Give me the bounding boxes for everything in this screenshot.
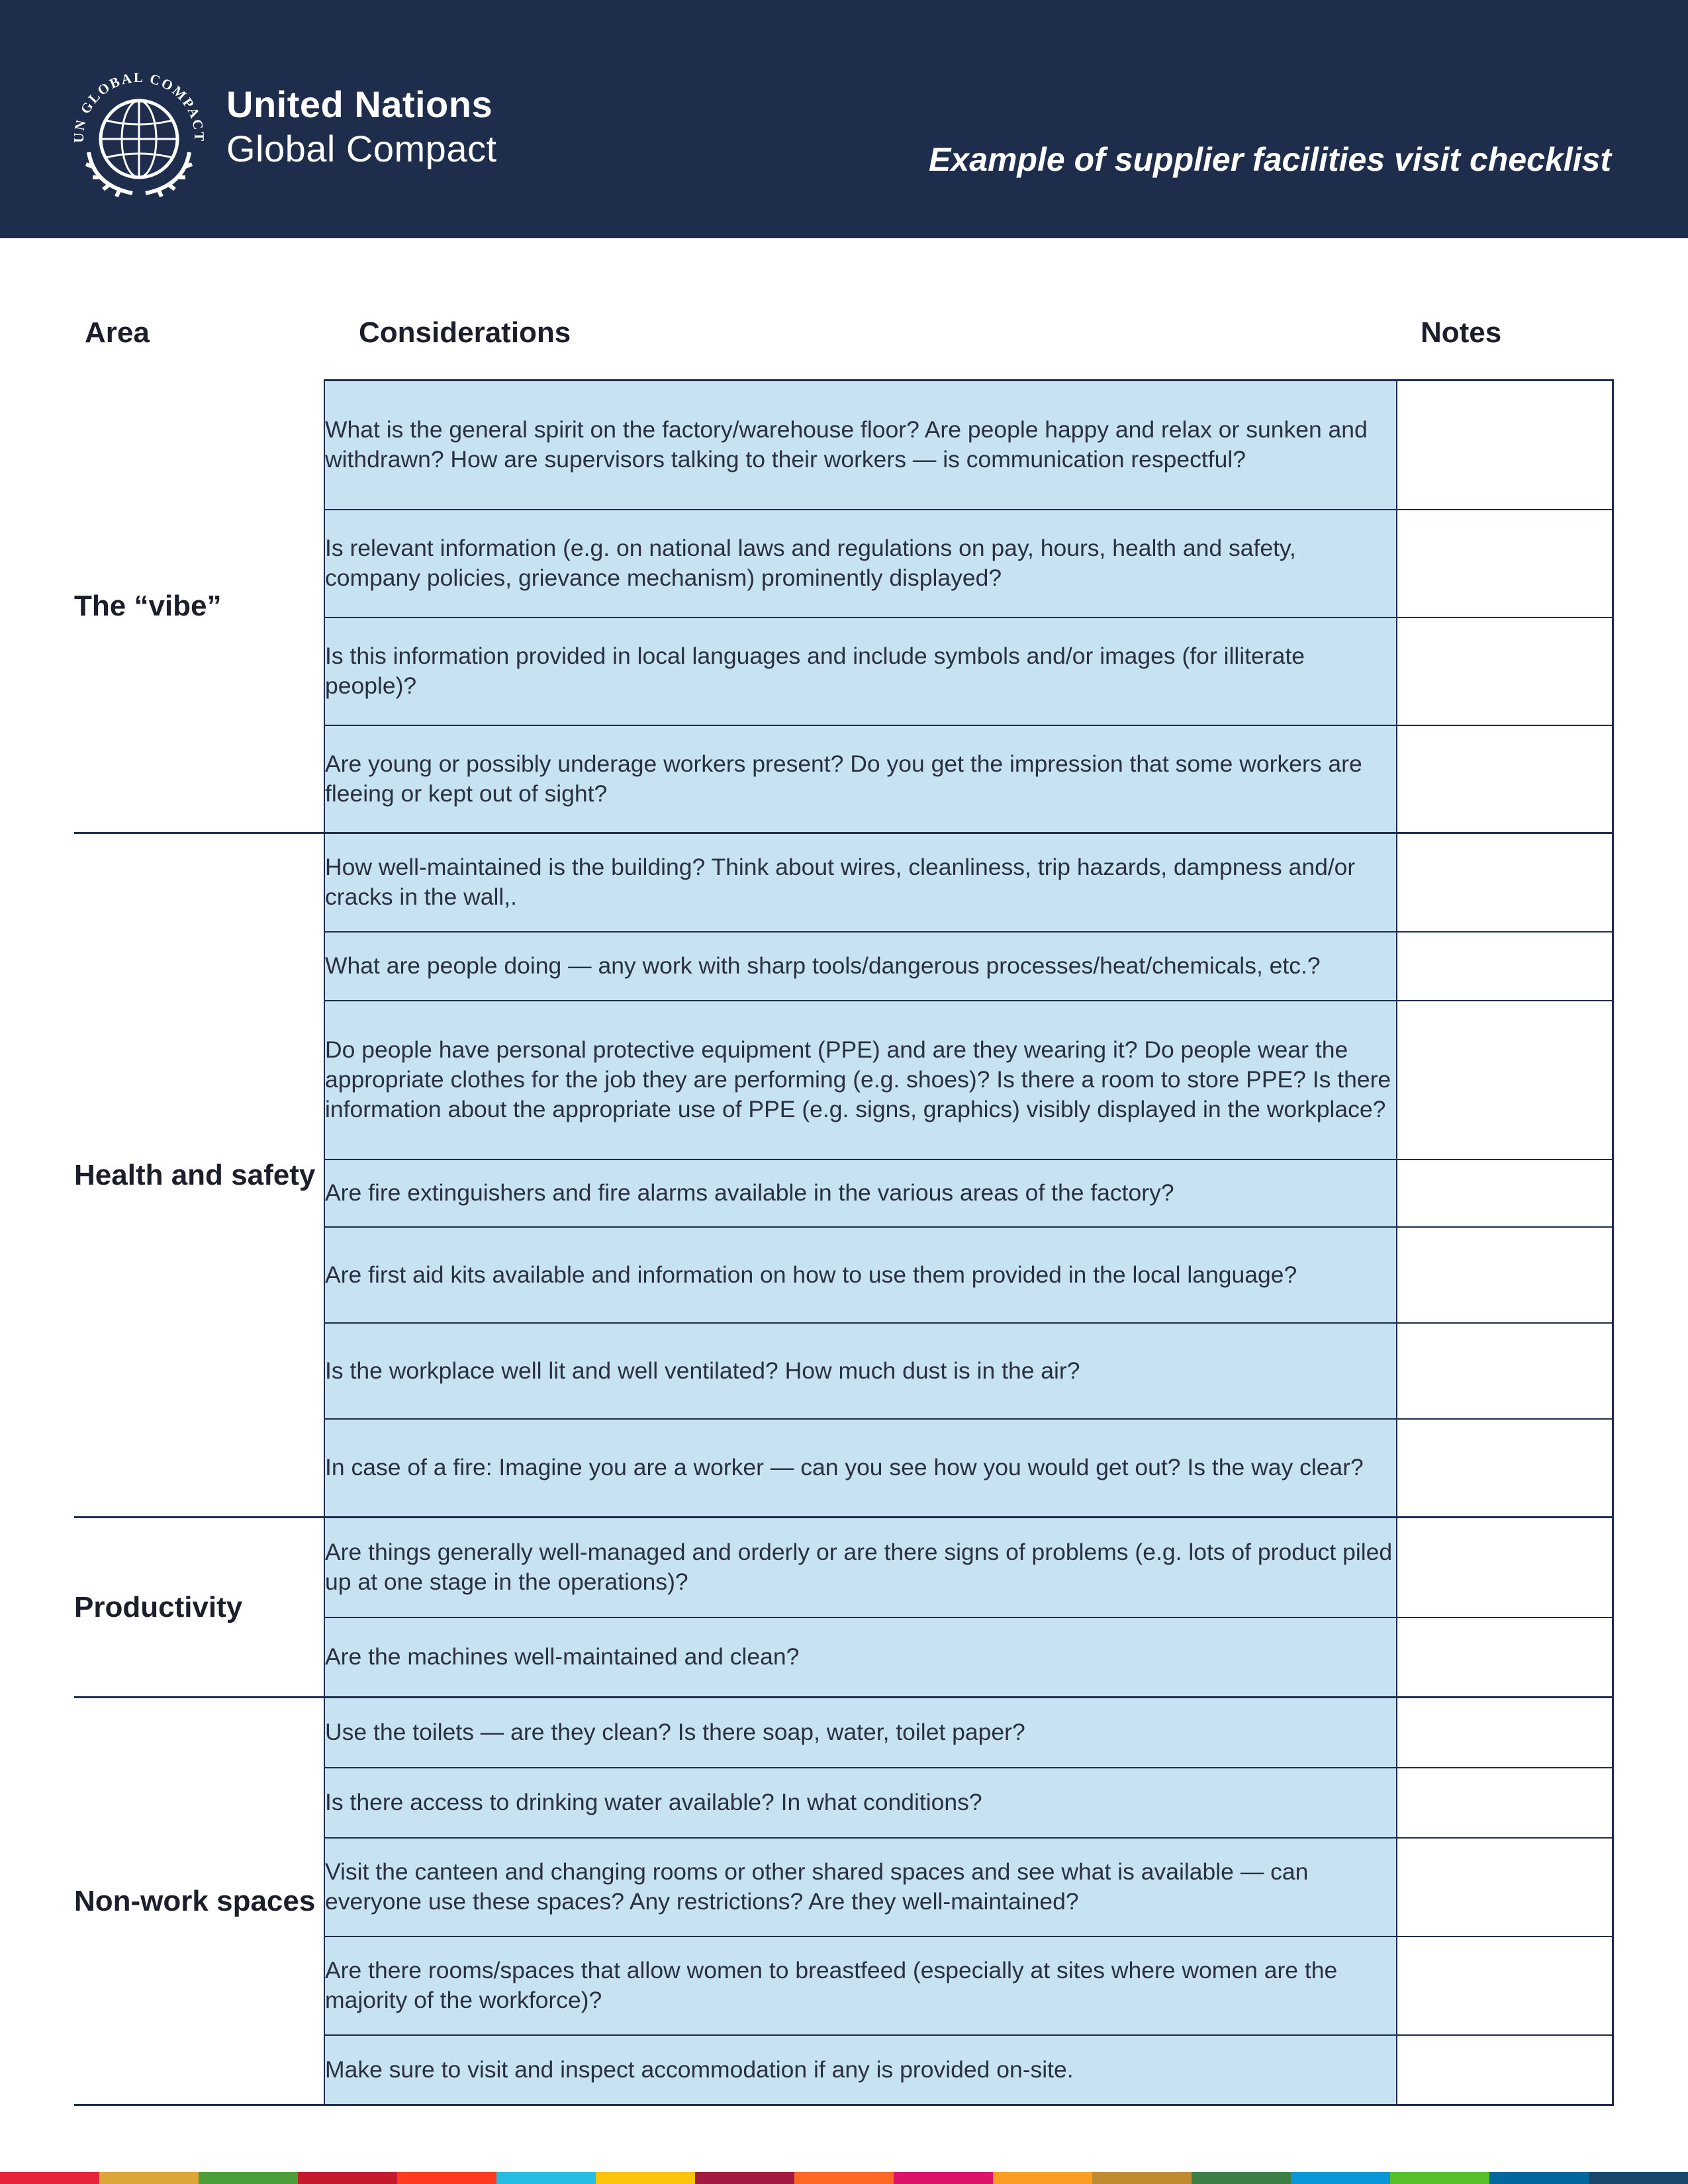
column-header-area: Area <box>85 316 150 349</box>
consideration-cell: Make sure to visit and inspect accommodation if any is provided on-site. <box>324 2035 1397 2105</box>
notes-cell[interactable] <box>1397 833 1613 932</box>
notes-cell[interactable] <box>1397 1838 1613 1936</box>
area-label: Productivity <box>74 1518 324 1698</box>
brand-name-line2: Global Compact <box>226 128 497 169</box>
consideration-cell: Is relevant information (e.g. on national laws and regulations on pay, hours, health and safety, company policies, grievance mechanism) prominently displayed? <box>324 510 1397 617</box>
stripe-segment <box>894 2172 993 2184</box>
notes-cell[interactable] <box>1397 2035 1613 2105</box>
notes-cell[interactable] <box>1397 1323 1613 1419</box>
consideration-cell: What are people doing — any work with sharp tools/dangerous processes/heat/chemicals, etc.? <box>324 932 1397 1001</box>
notes-cell[interactable] <box>1397 1617 1613 1698</box>
consideration-cell: Is there access to drinking water available? In what conditions? <box>324 1768 1397 1838</box>
area-label: Non-work spaces <box>74 1698 324 2105</box>
stripe-segment <box>496 2172 596 2184</box>
table-row <box>74 1698 1613 1768</box>
column-header-notes: Notes <box>1421 316 1502 349</box>
consideration-cell: Are the machines well-maintained and clean? <box>324 1617 1397 1698</box>
stripe-segment <box>199 2172 298 2184</box>
consideration-cell: Is the workplace well lit and well ventilated? How much dust is in the air? <box>324 1323 1397 1419</box>
consideration-cell: In case of a fire: Imagine you are a worker — can you see how you would get out? Is the way clear? <box>324 1419 1397 1518</box>
table-row <box>74 1518 1613 1617</box>
table-row <box>74 381 1613 510</box>
stripe-segment <box>794 2172 894 2184</box>
notes-cell[interactable] <box>1397 617 1613 725</box>
notes-cell[interactable] <box>1397 725 1613 833</box>
stripe-segment <box>1589 2172 1688 2184</box>
consideration-cell: Is this information provided in local languages and include symbols and/or images (for illiterate people)? <box>324 617 1397 725</box>
consideration-cell: Are young or possibly underage workers present? Do you get the impression that some workers are fleeing or kept out of sight? <box>324 725 1397 833</box>
consideration-cell: Use the toilets — are they clean? Is there soap, water, toilet paper? <box>324 1698 1397 1768</box>
notes-cell[interactable] <box>1397 932 1613 1001</box>
page-header <box>0 0 1688 238</box>
consideration-cell: Visit the canteen and changing rooms or other shared spaces and see what is available — can everyone use these spaces? Any restrictions? Are they well-maintained? <box>324 1838 1397 1936</box>
checklist-table <box>74 379 1614 2106</box>
stripe-segment <box>1291 2172 1390 2184</box>
stripe-segment <box>99 2172 199 2184</box>
table-row <box>74 833 1613 932</box>
logo-ring-text: UN GLOBAL COMPACT <box>70 69 208 143</box>
notes-cell[interactable] <box>1397 1227 1613 1323</box>
consideration-cell: Do people have personal protective equipment (PPE) and are they wearing it? Do people wear the appropriate clothes for the job they are performing (e.g. shoes)? Is there a room to store PPE? Is there information about the appropriate use of PPE (e.g. signs, graphics) visibly displayed in the workplace? <box>324 1001 1397 1160</box>
stripe-segment <box>1390 2172 1489 2184</box>
stripe-segment <box>0 2172 99 2184</box>
notes-cell[interactable] <box>1397 1768 1613 1838</box>
stripe-segment <box>695 2172 794 2184</box>
stripe-segment <box>397 2172 496 2184</box>
area-label: Health and safety <box>74 833 324 1518</box>
stripe-segment <box>1092 2172 1192 2184</box>
notes-cell[interactable] <box>1397 1419 1613 1518</box>
consideration-cell: Are fire extinguishers and fire alarms available in the various areas of the factory? <box>324 1160 1397 1227</box>
stripe-segment <box>596 2172 695 2184</box>
notes-cell[interactable] <box>1397 510 1613 617</box>
stripe-segment <box>1192 2172 1291 2184</box>
stripe-segment <box>1489 2172 1589 2184</box>
consideration-cell: Are things generally well-managed and orderly or are there signs of problems (e.g. lots of product piled up at one stage in the operations)? <box>324 1518 1397 1617</box>
stripe-segment <box>298 2172 397 2184</box>
document-title: Example of supplier facilities visit checklist <box>929 141 1611 178</box>
column-header-considerations: Considerations <box>359 316 571 349</box>
stripe-segment <box>993 2172 1092 2184</box>
notes-cell[interactable] <box>1397 1518 1613 1617</box>
notes-cell[interactable] <box>1397 1160 1613 1227</box>
consideration-cell: Are first aid kits available and information on how to use them provided in the local language? <box>324 1227 1397 1323</box>
consideration-cell: Are there rooms/spaces that allow women to breastfeed (especially at sites where women are the majority of the workforce)? <box>324 1936 1397 2035</box>
notes-cell[interactable] <box>1397 1936 1613 2035</box>
consideration-cell: How well-maintained is the building? Think about wires, cleanliness, trip hazards, dampness and/or cracks in the wall,. <box>324 833 1397 932</box>
area-label: The “vibe” <box>74 381 324 833</box>
globe-laurel-icon <box>66 60 212 205</box>
consideration-cell: What is the general spirit on the factory/warehouse floor? Are people happy and relax or sunken and withdrawn? How are supervisors talking to their workers — is communication respectful? <box>324 381 1397 510</box>
brand-name-line1: United Nations <box>226 83 493 125</box>
notes-cell[interactable] <box>1397 381 1613 510</box>
notes-cell[interactable] <box>1397 1001 1613 1160</box>
sdg-color-stripe <box>0 2172 1688 2184</box>
notes-cell[interactable] <box>1397 1698 1613 1768</box>
